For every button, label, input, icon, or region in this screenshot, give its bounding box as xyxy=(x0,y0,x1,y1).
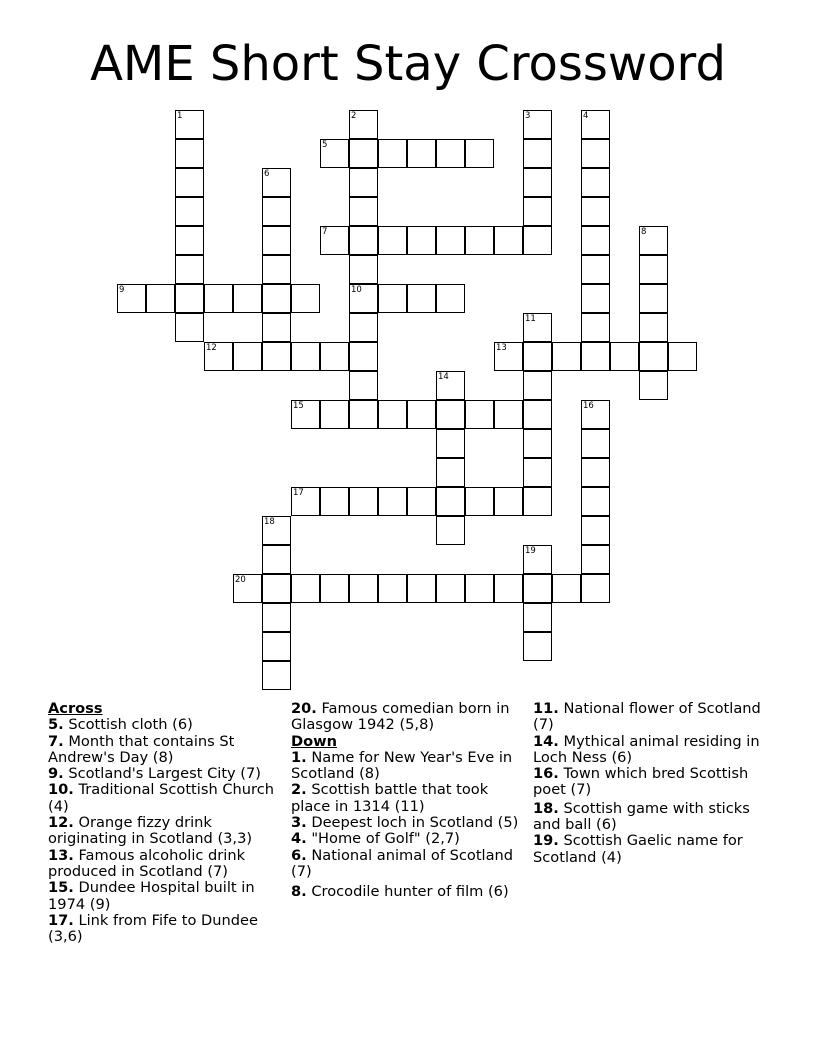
grid-cell[interactable] xyxy=(523,139,552,168)
grid-cell[interactable] xyxy=(610,342,639,371)
clue-across-10: 10. Traditional Scottish Church (4) xyxy=(48,781,274,815)
grid-cell[interactable] xyxy=(262,545,291,574)
grid-cell[interactable] xyxy=(349,255,378,284)
clue-across-17: 17. Link from Fife to Dundee (3,6) xyxy=(48,911,259,946)
grid-cell[interactable] xyxy=(349,110,378,139)
clue-number: 14 xyxy=(438,372,449,382)
grid-cell[interactable] xyxy=(581,458,610,487)
clue-down-11: 11. National flower of Scotland (7) xyxy=(533,700,761,734)
clue-down-1: 1. Name for New Year's Eve in Scotland (8) xyxy=(291,748,513,783)
grid-cell[interactable] xyxy=(262,197,291,226)
grid-cell[interactable] xyxy=(581,400,610,429)
grid-cell[interactable] xyxy=(494,400,523,429)
grid-cell[interactable] xyxy=(523,226,552,255)
grid-cell[interactable] xyxy=(320,487,349,516)
grid-cell[interactable] xyxy=(465,487,494,516)
grid-cell[interactable] xyxy=(407,400,436,429)
grid-cell[interactable] xyxy=(581,197,610,226)
grid-cell[interactable] xyxy=(407,487,436,516)
clue-across-15: 15. Dundee Hospital built in 1974 (9) xyxy=(48,879,255,913)
grid-cell[interactable] xyxy=(436,429,465,458)
clue-down-18: 18. Scottish game with sticks and ball (6) xyxy=(533,799,750,834)
grid-cell[interactable] xyxy=(581,139,610,168)
grid-cell[interactable] xyxy=(581,284,610,313)
clue-number: 12 xyxy=(206,343,217,353)
grid-cell[interactable] xyxy=(349,284,378,313)
grid-cell[interactable] xyxy=(436,458,465,487)
grid-cell[interactable] xyxy=(204,284,233,313)
grid-cell[interactable] xyxy=(349,574,378,603)
clue-down-4: 4. "Home of Golf" (2,7) xyxy=(291,830,460,848)
grid-cell[interactable] xyxy=(175,313,204,342)
grid-cell[interactable] xyxy=(378,400,407,429)
grid-cell[interactable] xyxy=(349,342,378,371)
grid-cell[interactable] xyxy=(320,226,349,255)
grid-cell[interactable] xyxy=(581,574,610,603)
grid-cell[interactable] xyxy=(581,168,610,197)
grid-cell[interactable] xyxy=(378,574,407,603)
clue-number: 18 xyxy=(264,517,275,527)
clue-down-19: 19. Scottish Gaelic name for Scotland (4) xyxy=(533,832,743,866)
clue-number: 11 xyxy=(525,314,536,324)
grid-cell[interactable] xyxy=(349,400,378,429)
grid-cell[interactable] xyxy=(639,226,668,255)
clue-number: 17 xyxy=(293,488,304,498)
clue-column-2 xyxy=(291,701,519,901)
grid-cell[interactable] xyxy=(523,429,552,458)
grid-cell[interactable] xyxy=(436,487,465,516)
clue-down-16: 16. Town which bred Scottish poet (7) xyxy=(533,765,749,799)
clue-column-1 xyxy=(48,701,280,945)
grid-cell[interactable] xyxy=(378,226,407,255)
grid-cell[interactable] xyxy=(523,110,552,139)
grid-cell[interactable] xyxy=(146,284,175,313)
clue-number: 15 xyxy=(293,401,304,411)
grid-cell[interactable] xyxy=(233,342,262,371)
grid-cell[interactable] xyxy=(262,284,291,313)
grid-cell[interactable] xyxy=(262,342,291,371)
clue-across-13: 13. Famous alcoholic drink produced in Scotland (7) xyxy=(48,846,246,880)
clue-down-14: 14. Mythical animal residing in Loch Ness (6) xyxy=(533,732,760,766)
grid-cell[interactable] xyxy=(407,139,436,168)
grid-cell[interactable] xyxy=(320,400,349,429)
grid-cell[interactable] xyxy=(552,342,581,371)
clue-number: 5 xyxy=(322,140,328,150)
page-title: AME Short Stay Crossword xyxy=(90,36,726,92)
grid-cell[interactable] xyxy=(581,255,610,284)
grid-cell[interactable] xyxy=(494,574,523,603)
grid-cell[interactable] xyxy=(117,284,146,313)
grid-cell[interactable] xyxy=(378,139,407,168)
grid-cell[interactable] xyxy=(523,371,552,400)
grid-cell[interactable] xyxy=(291,574,320,603)
grid-cell[interactable] xyxy=(175,139,204,168)
grid-cell[interactable] xyxy=(523,342,552,371)
clue-number: 13 xyxy=(496,343,507,353)
grid-cell[interactable] xyxy=(436,226,465,255)
grid-cell[interactable] xyxy=(204,342,233,371)
grid-cell[interactable] xyxy=(668,342,697,371)
grid-cell[interactable] xyxy=(291,284,320,313)
grid-cell[interactable] xyxy=(262,168,291,197)
grid-cell[interactable] xyxy=(175,110,204,139)
clue-number: 10 xyxy=(351,285,362,295)
clue-across-20: 20. Famous comedian born in Glasgow 1942 (5,8) xyxy=(291,700,510,734)
grid-cell[interactable] xyxy=(175,226,204,255)
grid-cell[interactable] xyxy=(581,516,610,545)
grid-cell[interactable] xyxy=(494,487,523,516)
grid-cell[interactable] xyxy=(349,313,378,342)
clue-number: 1 xyxy=(177,111,183,121)
grid-cell[interactable] xyxy=(639,342,668,371)
clue-number: 20 xyxy=(235,575,246,585)
grid-cell[interactable] xyxy=(233,574,262,603)
grid-cell[interactable] xyxy=(465,226,494,255)
grid-cell[interactable] xyxy=(320,139,349,168)
grid-cell[interactable] xyxy=(639,255,668,284)
grid-cell[interactable] xyxy=(436,516,465,545)
clue-number: 6 xyxy=(264,169,270,179)
grid-cell[interactable] xyxy=(639,284,668,313)
grid-cell[interactable] xyxy=(436,371,465,400)
grid-cell[interactable] xyxy=(465,139,494,168)
grid-cell[interactable] xyxy=(175,197,204,226)
grid-cell[interactable] xyxy=(349,371,378,400)
clue-across-9: 9. Scotland's Largest City (7) xyxy=(48,765,261,783)
grid-cell[interactable] xyxy=(291,342,320,371)
grid-cell[interactable] xyxy=(407,574,436,603)
grid-cell[interactable] xyxy=(581,313,610,342)
grid-cell[interactable] xyxy=(175,255,204,284)
grid-cell[interactable] xyxy=(262,226,291,255)
grid-cell[interactable] xyxy=(436,400,465,429)
grid-cell[interactable] xyxy=(349,197,378,226)
clue-number: 16 xyxy=(583,401,594,411)
grid-cell[interactable] xyxy=(262,632,291,661)
grid-cell[interactable] xyxy=(262,661,291,690)
grid-cell[interactable] xyxy=(494,342,523,371)
grid-cell[interactable] xyxy=(291,487,320,516)
grid-cell[interactable] xyxy=(349,226,378,255)
grid-cell[interactable] xyxy=(639,313,668,342)
grid-cell[interactable] xyxy=(523,574,552,603)
grid-cell[interactable] xyxy=(523,603,552,632)
grid-cell[interactable] xyxy=(494,226,523,255)
across-heading: Across xyxy=(48,700,103,717)
grid-cell[interactable] xyxy=(378,284,407,313)
grid-cell[interactable] xyxy=(523,400,552,429)
grid-cell[interactable] xyxy=(291,400,320,429)
clue-number: 4 xyxy=(583,111,589,121)
grid-cell[interactable] xyxy=(349,139,378,168)
clue-down-3: 3. Deepest loch in Scotland (5) xyxy=(291,814,519,832)
grid-cell[interactable] xyxy=(407,284,436,313)
grid-cell[interactable] xyxy=(523,545,552,574)
grid-cell[interactable] xyxy=(320,574,349,603)
grid-cell[interactable] xyxy=(175,168,204,197)
grid-cell[interactable] xyxy=(523,632,552,661)
clue-number: 3 xyxy=(525,111,531,121)
grid-cell[interactable] xyxy=(581,226,610,255)
grid-cell[interactable] xyxy=(262,574,291,603)
grid-cell[interactable] xyxy=(552,574,581,603)
grid-cell[interactable] xyxy=(581,545,610,574)
grid-cell[interactable] xyxy=(465,400,494,429)
grid-cell[interactable] xyxy=(262,255,291,284)
grid-cell[interactable] xyxy=(320,342,349,371)
clue-column-3 xyxy=(533,701,773,866)
clue-number: 19 xyxy=(525,546,536,556)
grid-cell[interactable] xyxy=(639,371,668,400)
grid-cell[interactable] xyxy=(581,429,610,458)
grid-cell[interactable] xyxy=(175,284,204,313)
clue-down-8: 8. Crocodile hunter of film (6) xyxy=(291,883,509,901)
clue-down-6: 6. National animal of Scotland (7) xyxy=(291,846,514,880)
grid-cell[interactable] xyxy=(581,342,610,371)
clue-number: 7 xyxy=(322,227,328,237)
grid-cell[interactable] xyxy=(523,168,552,197)
clue-across-5: 5. Scottish cloth (6) xyxy=(48,716,193,734)
grid-cell[interactable] xyxy=(581,487,610,516)
clue-number: 2 xyxy=(351,111,357,121)
grid-cell[interactable] xyxy=(407,226,436,255)
grid-cell[interactable] xyxy=(523,487,552,516)
grid-cell[interactable] xyxy=(436,284,465,313)
clue-number: 8 xyxy=(641,227,647,237)
grid-cell[interactable] xyxy=(581,110,610,139)
clue-across-7: 7. Month that contains St Andrew's Day (8) xyxy=(48,732,235,766)
clue-down-2: 2. Scottish battle that took place in 1314 (11) xyxy=(291,781,489,815)
grid-cell[interactable] xyxy=(378,487,407,516)
down-heading: Down xyxy=(291,732,338,750)
grid-cell[interactable] xyxy=(436,139,465,168)
grid-cell[interactable] xyxy=(262,313,291,342)
grid-cell[interactable] xyxy=(233,284,262,313)
clue-number: 9 xyxy=(119,285,125,295)
clue-across-12: 12. Orange fizzy drink originating in Scotland (3,3) xyxy=(48,814,253,848)
grid-cell[interactable] xyxy=(523,458,552,487)
grid-cell[interactable] xyxy=(523,313,552,342)
grid-cell[interactable] xyxy=(349,168,378,197)
grid-cell[interactable] xyxy=(349,487,378,516)
grid-cell[interactable] xyxy=(262,516,291,545)
grid-cell[interactable] xyxy=(436,574,465,603)
grid-cell[interactable] xyxy=(523,197,552,226)
grid-cell[interactable] xyxy=(465,574,494,603)
grid-cell[interactable] xyxy=(262,603,291,632)
